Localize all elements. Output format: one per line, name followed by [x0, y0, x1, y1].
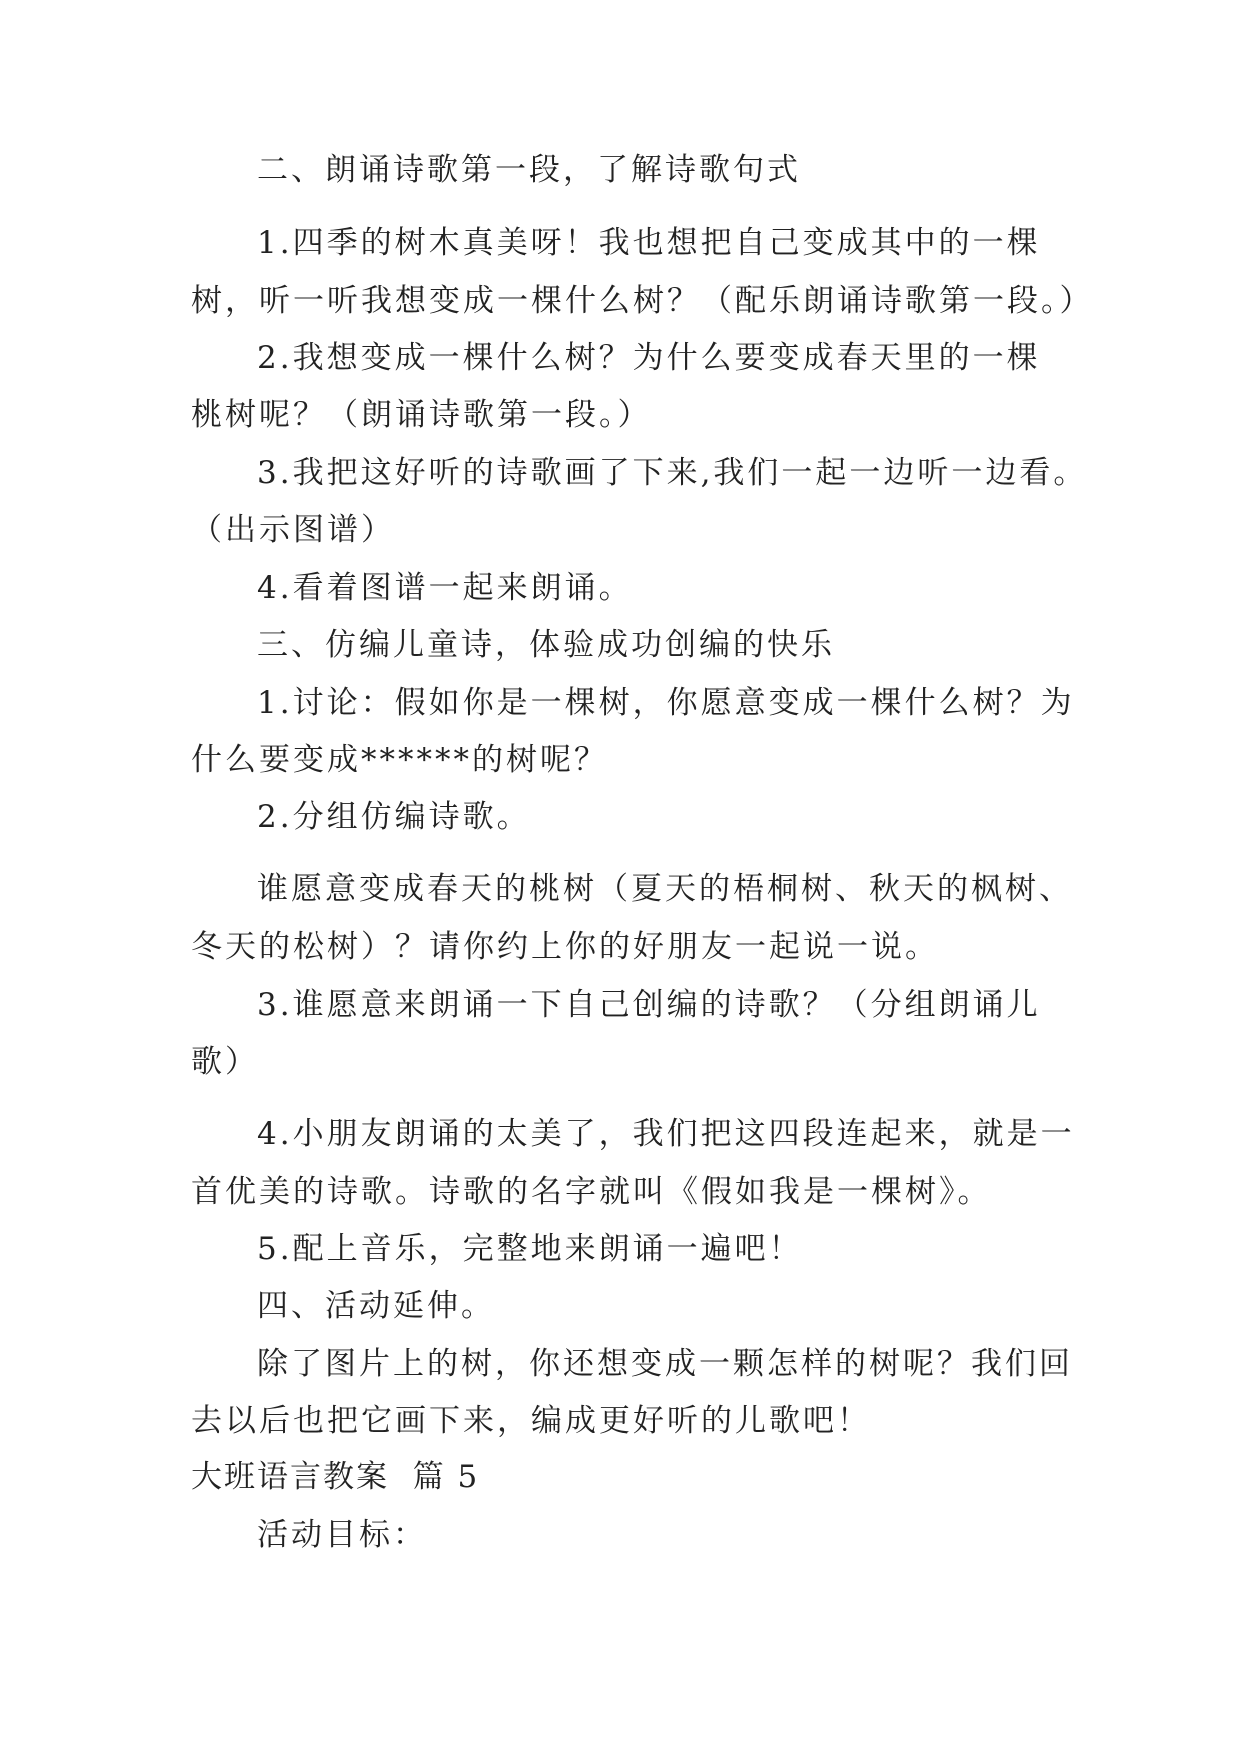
paragraph-line: 冬天的松树）？请你约上你的好朋友一起说一说。 — [191, 929, 939, 965]
paragraph-line: 4.看着图谱一起来朗诵。 — [257, 570, 633, 606]
paragraph-line: （出示图谱） — [191, 512, 395, 548]
paragraph-line: 树，听一听我想变成一棵什么树？（配乐朗诵诗歌第一段。） — [191, 283, 1094, 319]
paragraph-line: 歌） — [191, 1044, 259, 1080]
paragraph-line: 1.四季的树木真美呀！我也想把自己变成其中的一棵 — [257, 225, 1041, 261]
paragraph-line: 2.我想变成一棵什么树？为什么要变成春天里的一棵 — [257, 340, 1041, 376]
paragraph-line: 4.小朋友朗诵的太美了，我们把这四段连起来，就是一 — [257, 1116, 1075, 1152]
paragraph-line: 1.讨论：假如你是一棵树，你愿意变成一棵什么树？为 — [257, 685, 1075, 721]
paragraph-line: 去以后也把它画下来，编成更好听的儿歌吧！ — [191, 1403, 871, 1439]
paragraph-line: 3.谁愿意来朗诵一下自己创编的诗歌？（分组朗诵儿 — [257, 987, 1041, 1023]
section-heading-3: 三、仿编儿童诗，体验成功创编的快乐 — [257, 627, 835, 663]
paragraph-line: 桃树呢？（朗诵诗歌第一段。） — [191, 397, 652, 433]
paragraph-line: 谁愿意变成春天的桃树（夏天的梧桐树、秋天的枫树、 — [257, 871, 1073, 907]
section-heading-4: 四、活动延伸。 — [257, 1288, 495, 1324]
paragraph-line: 5.配上音乐，完整地来朗诵一遍吧！ — [257, 1231, 803, 1267]
paragraph-line: 什么要变成******的树呢？ — [191, 742, 608, 778]
paragraph-line: 2.分组仿编诗歌。 — [257, 799, 531, 835]
paragraph-line: 3.我把这好听的诗歌画了下来,我们一起一边听一边看。 — [257, 455, 1088, 491]
section-heading-2: 二、朗诵诗歌第一段，了解诗歌句式 — [257, 152, 801, 188]
paragraph-line: 除了图片上的树，你还想变成一颗怎样的树呢？我们回 — [257, 1346, 1073, 1382]
activity-goals-heading: 活动目标： — [257, 1517, 427, 1553]
lesson-title: 大班语言教案 篇 5 — [191, 1459, 480, 1495]
paragraph-line: 首优美的诗歌。诗歌的名字就叫《假如我是一棵树》。 — [191, 1174, 992, 1210]
